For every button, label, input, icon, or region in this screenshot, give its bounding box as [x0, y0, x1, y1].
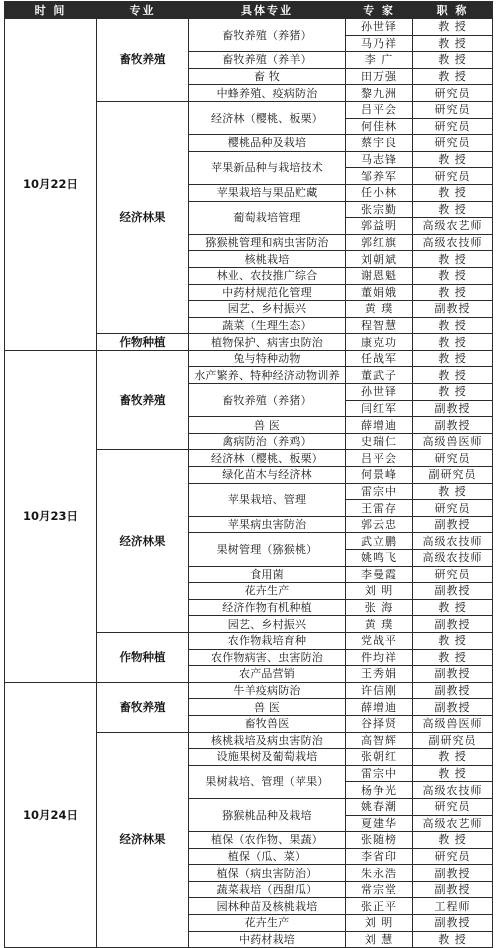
category-cell: 经济林果	[97, 450, 189, 633]
expert-name-cell: 刘朝斌	[346, 251, 413, 268]
expert-title-cell: 教 授	[413, 350, 493, 367]
specialty-cell: 樱桃品种及栽培	[189, 135, 346, 152]
expert-title-cell: 副教授	[413, 583, 493, 600]
expert-name-cell: 杨争光	[346, 782, 413, 799]
expert-title-cell: 副教授	[413, 699, 493, 716]
specialty-cell: 农作物栽培育种	[189, 632, 346, 649]
expert-title-cell: 副教授	[413, 865, 493, 882]
table-body	[5, 19, 493, 948]
expert-name-cell: 李 广	[346, 52, 413, 69]
expert-name-cell: 武立鹏	[346, 533, 413, 550]
expert-name-cell: 黄 璞	[346, 616, 413, 633]
expert-title-cell: 副教授	[413, 616, 493, 633]
expert-name-cell: 邹养军	[346, 168, 413, 185]
expert-schedule-table	[4, 1, 493, 948]
category-cell: 作物种植	[97, 334, 189, 351]
expert-name-cell: 郭益明	[346, 218, 413, 235]
expert-name-cell: 康克功	[346, 334, 413, 351]
expert-title-cell: 研究员	[413, 848, 493, 865]
specialty-cell: 园艺、乡村振兴	[189, 616, 346, 633]
expert-name-cell: 何佳林	[346, 118, 413, 135]
expert-title-cell: 副教授	[413, 881, 493, 898]
expert-title-cell: 高级农技师	[413, 782, 493, 799]
specialty-cell: 兽 医	[189, 417, 346, 434]
specialty-cell: 园艺、乡村振兴	[189, 301, 346, 318]
table-row	[5, 19, 493, 36]
expert-name-cell: 史瑞仁	[346, 433, 413, 450]
header-field: 专业	[97, 2, 189, 19]
expert-name-cell: 马乃祥	[346, 35, 413, 52]
expert-name-cell: 任战军	[346, 350, 413, 367]
expert-title-cell: 高级兽医师	[413, 433, 493, 450]
specialty-cell: 核桃栽培及病虫害防治	[189, 732, 346, 749]
specialty-cell: 苹果病虫害防治	[189, 516, 346, 533]
expert-title-cell: 教 授	[413, 832, 493, 849]
expert-title-cell: 教 授	[413, 35, 493, 52]
specialty-cell: 林业、农技推广综合	[189, 267, 346, 284]
specialty-cell: 设施果树及葡萄栽培	[189, 749, 346, 766]
expert-title-cell: 教 授	[413, 649, 493, 666]
table-row	[5, 350, 493, 367]
specialty-cell: 苹果栽培与果品贮藏	[189, 184, 346, 201]
expert-name-cell: 谷择贤	[346, 715, 413, 732]
expert-name-cell: 黎九洲	[346, 85, 413, 102]
expert-title-cell: 教 授	[413, 201, 493, 218]
specialty-cell: 花卉生产	[189, 915, 346, 932]
specialty-cell: 食用菌	[189, 566, 346, 583]
expert-title-cell: 高级农技师	[413, 533, 493, 550]
expert-name-cell: 张 海	[346, 599, 413, 616]
expert-name-cell: 李曼霞	[346, 566, 413, 583]
header-specialty: 具体专业	[189, 2, 346, 19]
expert-name-cell: 孙世铎	[346, 19, 413, 36]
expert-name-cell: 张宗勤	[346, 201, 413, 218]
expert-title-cell: 教 授	[413, 599, 493, 616]
expert-name-cell: 田万强	[346, 68, 413, 85]
specialty-cell: 中蜂养殖、疫病防治	[189, 85, 346, 102]
expert-name-cell: 刘 明	[346, 583, 413, 600]
expert-title-cell: 研究员	[413, 118, 493, 135]
expert-title-cell: 高级兽医师	[413, 715, 493, 732]
specialty-cell: 经济作物有机种植	[189, 599, 346, 616]
specialty-cell: 植物保护、病害虫防治	[189, 334, 346, 351]
specialty-cell: 兽 医	[189, 699, 346, 716]
expert-title-cell: 研究员	[413, 798, 493, 815]
specialty-cell: 猕猴桃品种及栽培	[189, 798, 346, 831]
expert-name-cell: 闫红军	[346, 400, 413, 417]
expert-name-cell: 张正平	[346, 898, 413, 915]
specialty-cell: 蔬菜栽培（西甜瓜）	[189, 881, 346, 898]
category-cell: 畜牧养殖	[97, 350, 189, 450]
expert-name-cell: 孙世铎	[346, 384, 413, 401]
expert-title-cell: 教 授	[413, 483, 493, 500]
specialty-cell: 苹果栽培、管理	[189, 483, 346, 516]
specialty-cell: 花卉生产	[189, 583, 346, 600]
expert-name-cell: 何景峰	[346, 467, 413, 484]
expert-name-cell: 姚春潮	[346, 798, 413, 815]
category-cell: 经济林果	[97, 101, 189, 333]
expert-name-cell: 许信刚	[346, 682, 413, 699]
expert-title-cell: 副教授	[413, 400, 493, 417]
expert-name-cell: 姚鸣飞	[346, 550, 413, 567]
expert-title-cell: 教 授	[413, 334, 493, 351]
expert-name-cell: 谢恩魁	[346, 267, 413, 284]
expert-name-cell: 王雷存	[346, 500, 413, 517]
expert-title-cell: 副教授	[413, 915, 493, 932]
expert-title-cell: 研究员	[413, 135, 493, 152]
expert-name-cell: 吕平会	[346, 101, 413, 118]
expert-name-cell: 张朝红	[346, 749, 413, 766]
specialty-cell: 牛羊疫病防治	[189, 682, 346, 699]
table-row	[5, 682, 493, 699]
expert-title-cell: 教 授	[413, 184, 493, 201]
expert-name-cell: 董娟娥	[346, 284, 413, 301]
specialty-cell: 中药材栽培	[189, 931, 346, 948]
specialty-cell: 兔与特种动物	[189, 350, 346, 367]
specialty-cell: 中药材规范化管理	[189, 284, 346, 301]
specialty-cell: 畜牧兽医	[189, 715, 346, 732]
expert-title-cell: 教 授	[413, 284, 493, 301]
expert-name-cell: 蔡宇良	[346, 135, 413, 152]
expert-name-cell: 刘 明	[346, 915, 413, 932]
expert-title-cell: 高级农技师	[413, 234, 493, 251]
specialty-cell: 水产繁养、特种经济动物训养	[189, 367, 346, 384]
expert-name-cell: 李省印	[346, 848, 413, 865]
expert-title-cell: 教 授	[413, 267, 493, 284]
specialty-cell: 畜 牧	[189, 68, 346, 85]
expert-title-cell: 教 授	[413, 19, 493, 36]
expert-title-cell: 教 授	[413, 931, 493, 948]
specialty-cell: 葡萄栽培管理	[189, 201, 346, 234]
expert-name-cell: 薛增迪	[346, 417, 413, 434]
expert-title-cell: 教 授	[413, 151, 493, 168]
specialty-cell: 植保（瓜、菜）	[189, 848, 346, 865]
category-cell: 经济林果	[97, 732, 189, 948]
specialty-cell: 畜牧养殖（养猪）	[189, 19, 346, 52]
specialty-cell: 蔬菜（生理生态）	[189, 317, 346, 334]
table-header-row	[5, 2, 493, 19]
date-cell: 10月22日	[5, 19, 97, 351]
expert-title-cell: 研究员	[413, 101, 493, 118]
expert-title-cell: 副教授	[413, 682, 493, 699]
expert-title-cell: 研究员	[413, 450, 493, 467]
expert-name-cell: 程智慧	[346, 317, 413, 334]
expert-name-cell: 雷宗中	[346, 765, 413, 782]
expert-name-cell: 雷宗中	[346, 483, 413, 500]
expert-name-cell: 薛增迪	[346, 699, 413, 716]
expert-name-cell: 郭云忠	[346, 516, 413, 533]
expert-name-cell: 高智辉	[346, 732, 413, 749]
expert-title-cell: 副教授	[413, 516, 493, 533]
specialty-cell: 经济林（樱桃、板栗）	[189, 450, 346, 467]
expert-name-cell: 郭红旗	[346, 234, 413, 251]
expert-title-cell: 研究员	[413, 566, 493, 583]
expert-title-cell: 副研究员	[413, 467, 493, 484]
expert-title-cell: 教 授	[413, 68, 493, 85]
expert-title-cell: 副教授	[413, 417, 493, 434]
expert-title-cell: 教 授	[413, 52, 493, 69]
specialty-cell: 果树管理（猕猴桃）	[189, 533, 346, 566]
expert-name-cell: 马志锋	[346, 151, 413, 168]
specialty-cell: 园林种苗及核桃栽培	[189, 898, 346, 915]
expert-title-cell: 高级农艺师	[413, 218, 493, 235]
expert-name-cell: 常宗堂	[346, 881, 413, 898]
category-cell: 畜牧养殖	[97, 682, 189, 732]
expert-title-cell: 研究员	[413, 168, 493, 185]
expert-title-cell: 教 授	[413, 765, 493, 782]
expert-title-cell: 副研究员	[413, 732, 493, 749]
specialty-cell: 植保（病虫害防治）	[189, 865, 346, 882]
specialty-cell: 畜牧养殖（养羊）	[189, 52, 346, 69]
category-cell: 畜牧养殖	[97, 19, 189, 102]
expert-title-cell: 教 授	[413, 251, 493, 268]
expert-title-cell: 研究员	[413, 85, 493, 102]
specialty-cell: 农作物病害、虫害防治	[189, 649, 346, 666]
expert-name-cell: 任小林	[346, 184, 413, 201]
expert-title-cell: 教 授	[413, 749, 493, 766]
expert-title-cell: 教 授	[413, 384, 493, 401]
expert-title-cell: 副教授	[413, 666, 493, 683]
header-time: 时 间	[5, 2, 97, 19]
expert-name-cell: 刘 慧	[346, 931, 413, 948]
expert-title-cell: 教 授	[413, 632, 493, 649]
expert-title-cell: 教 授	[413, 317, 493, 334]
expert-name-cell: 夏建华	[346, 815, 413, 832]
expert-title-cell: 工程师	[413, 898, 493, 915]
header-title: 职 称	[413, 2, 493, 19]
expert-name-cell: 朱永浩	[346, 865, 413, 882]
specialty-cell: 猕猴桃管理和病虫害防治	[189, 234, 346, 251]
expert-name-cell: 党战平	[346, 632, 413, 649]
specialty-cell: 农产品营销	[189, 666, 346, 683]
expert-name-cell: 吕平会	[346, 450, 413, 467]
specialty-cell: 绿化苗木与经济林	[189, 467, 346, 484]
specialty-cell: 经济林（樱桃、板栗）	[189, 101, 346, 134]
specialty-cell: 苹果新品种与栽培技术	[189, 151, 346, 184]
expert-title-cell: 高级农技师	[413, 550, 493, 567]
expert-name-cell: 董武子	[346, 367, 413, 384]
specialty-cell: 核桃栽培	[189, 251, 346, 268]
specialty-cell: 禽病防治（养鸡）	[189, 433, 346, 450]
specialty-cell: 畜牧养殖（养猪）	[189, 384, 346, 417]
expert-title-cell: 教 授	[413, 367, 493, 384]
expert-title-cell: 高级农艺师	[413, 815, 493, 832]
expert-name-cell: 件均祥	[346, 649, 413, 666]
specialty-cell: 植保（农作物、果蔬）	[189, 832, 346, 849]
expert-name-cell: 黄 璞	[346, 301, 413, 318]
header-expert: 专 家	[346, 2, 413, 19]
expert-title-cell: 研究员	[413, 500, 493, 517]
specialty-cell: 果树栽培、管理（苹果）	[189, 765, 346, 798]
category-cell: 作物种植	[97, 632, 189, 682]
expert-name-cell: 张随榜	[346, 832, 413, 849]
date-cell: 10月23日	[5, 350, 97, 682]
expert-title-cell: 副教授	[413, 301, 493, 318]
date-cell: 10月24日	[5, 682, 97, 948]
expert-name-cell: 王秀娟	[346, 666, 413, 683]
